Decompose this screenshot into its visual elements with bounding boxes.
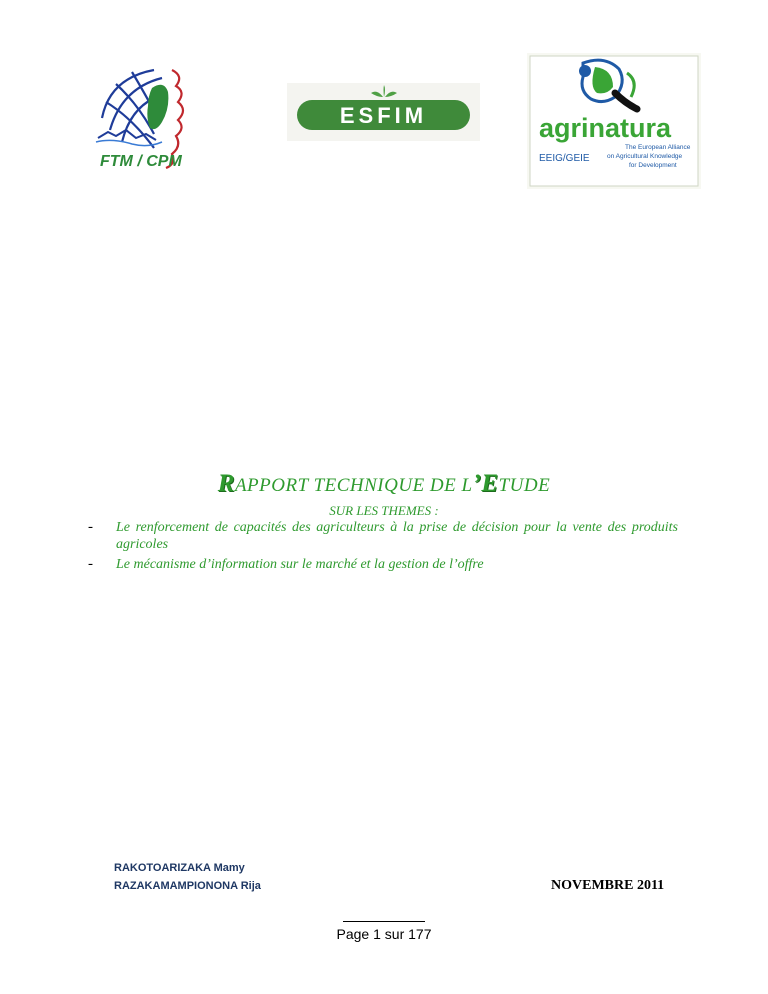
author-2: RAZAKAMAMPIONONA Rija	[114, 880, 261, 892]
footer-divider	[343, 921, 425, 922]
title-part-1: APPORT TECHNIQUE DE L	[234, 475, 473, 496]
esfim-label: ESFIM	[339, 103, 428, 128]
globe-madagascar-icon	[92, 58, 202, 173]
bullet-text: Le mécanisme d’information sur le marché et la gestion de l’offre	[116, 557, 484, 572]
esfim-logo	[287, 83, 480, 141]
theme-bullet-2	[88, 556, 678, 576]
ftm-cpm-logo	[92, 58, 202, 173]
bullet-dash: -	[88, 556, 93, 572]
agrinatura-logo	[527, 53, 701, 189]
title-apostrophe: ’	[472, 470, 482, 497]
bullet-text: Le renforcement de capacités des agriculteurs à la prise de décision pour la vente des produits agricoles	[116, 520, 678, 552]
title-initial-r: R	[217, 470, 235, 497]
ftm-label: FTM / CPM	[100, 153, 182, 170]
agrinatura-brand: agrinatura	[539, 113, 672, 143]
agrinatura-tagline-2: on Agricultural Knowledge	[607, 153, 683, 160]
page-number: Page 1 sur 177	[336, 926, 432, 942]
title-initial-e: E	[481, 470, 499, 497]
bullet-dash: -	[88, 519, 93, 535]
author-1: RAKOTOARIZAKA Mamy	[114, 862, 245, 874]
report-subtitle: SUR LES THEMES :	[329, 503, 439, 518]
theme-bullet-1	[88, 519, 678, 559]
report-title	[0, 470, 768, 498]
title-part-2: TUDE	[498, 475, 551, 496]
agrinatura-sub: EEIG/GEIE	[539, 153, 590, 164]
agrinatura-tagline-1: The European Alliance	[625, 144, 691, 151]
agrinatura-tagline-3: for Development	[629, 162, 677, 169]
report-date: NOVEMBRE 2011	[551, 878, 665, 893]
